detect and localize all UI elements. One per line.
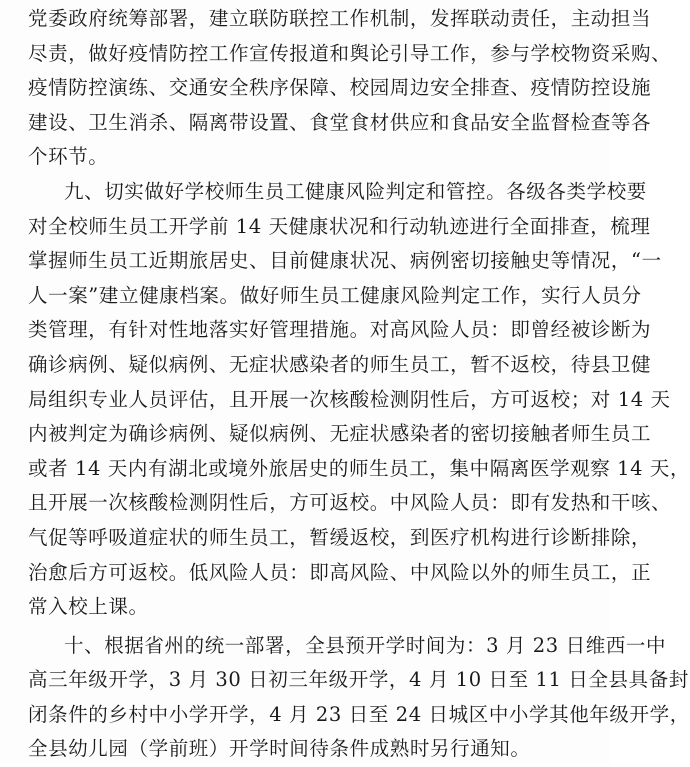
paragraph-10 [28,629,690,767]
text-line: 且开展一次核酸检测阴性后，方可返校。中风险人员：即有发热和干咳、 [28,491,672,515]
text-line: 全县幼儿园（学前班）开学时间待条件成熟时另行通知。 [28,737,531,761]
text-line: 常入校上课。 [28,595,149,619]
text-line: 九、切实做好学校师生员工健康风险判定和管控。各级各类学校要 [64,179,647,203]
text-line: 党委政府统筹部署，建立联防联控工作机制，发挥联动责任，主动担当 [28,7,652,30]
paragraph-8-continued [28,2,672,175]
text-line: 高三年级开学，3 月 30 日初三年级开学，4 月 10 日至 11 日全县具备封 [28,668,689,692]
text-line: 人一案”建立健康档案。做好师生员工健康风险判定工作，实行人员分 [28,283,642,307]
paragraph-9 [28,175,690,625]
text-line: 闭条件的乡村中小学开学，4 月 23 日至 24 日城区中小学其他年级开学， [28,702,690,726]
text-line: 局组织专业人员评估，且开展一次核酸检测阴性后，方可返校；对 14 天 [28,387,671,411]
text-line: 建设、卫生消杀、隔离带设置、食堂食材供应和食品安全监督检查等各 [28,110,652,134]
text-line: 治愈后方可返校。低风险人员：即高风险、中风险以外的师生员工，正 [28,560,652,584]
text-line: 尽责，做好疫情防控工作宣传报道和舆论引导工作，参与学校物资采购、 [28,41,672,65]
text-line: 内被判定为确诊病例、疑似病例、无症状感染者的密切接触者师生员工 [28,422,652,446]
text-line: 确诊病例、疑似病例、无症状感染者的师生员工，暂不返校，待县卫健 [28,352,652,376]
text-line: 或者 14 天内有湖北或境外旅居史的师生员工，集中隔离医学观察 14 天， [28,456,690,480]
text-line: 类管理，有针对性地落实好管理措施。对高风险人员：即曾经被诊断为 [28,318,652,342]
text-line: 十、根据省州的统一部署，全县预开学时间为：3 月 23 日维西一中 [64,633,667,657]
text-line: 疫情防控演练、交通安全秩序保障、校园周边安全排查、疫情防控设施 [28,76,652,100]
text-line: 对全校师生员工开学前 14 天健康状况和行动轨迹进行全面排查，梳理 [28,214,651,238]
text-line: 气促等呼吸道症状的师生员工，暂缓返校，到医疗机构进行诊断排除， [28,525,652,549]
text-line: 个环节。 [28,145,109,169]
text-line: 掌握师生员工近期旅居史、目前健康状况、病例密切接触史等情况，“一 [28,249,662,273]
